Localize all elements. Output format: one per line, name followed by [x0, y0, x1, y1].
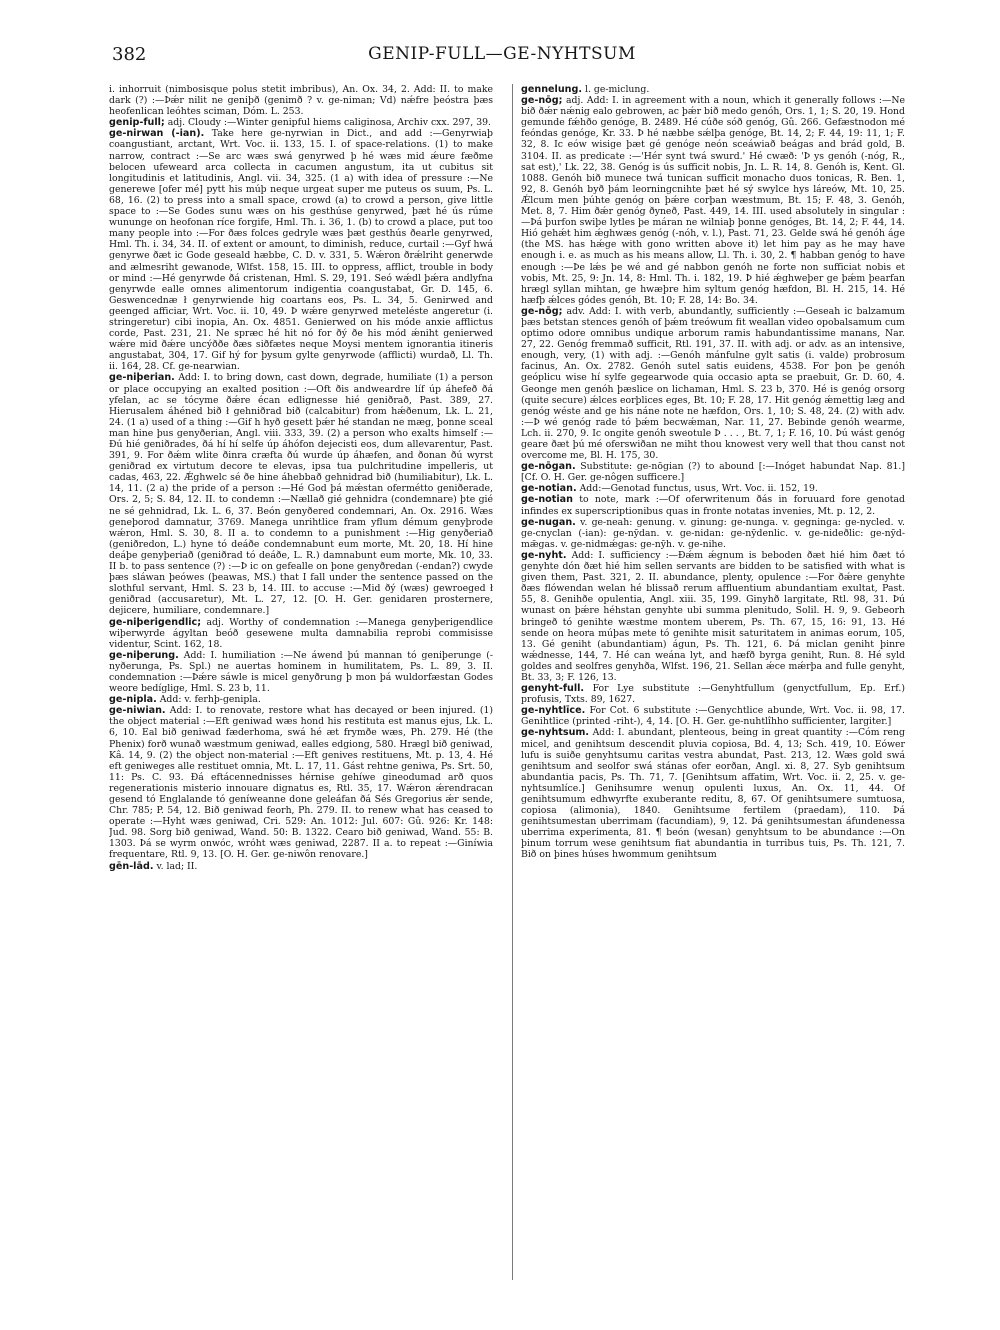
entry-text: v. ge-neah: genung. v. ginung: ge-nunga. v. gegninga: ge-nycled. v. ge-cnyclan (-ian): ge-nȳdan. v. ge-nidan: ge-nȳdenlic. v. ge-nideðlic: ge-nȳd-mǣgas. v. ge-nidmǽgas: ge-nȳh. v. ge-nihe.: [521, 516, 905, 550]
entry-text: Substitute: ge-nōgian (?) to abound [:—Inóget habundat Nap. 81.] [Cf. O. H. Ger. ge-nôgen sufficere.]: [521, 461, 905, 484]
page-number: 382: [112, 44, 147, 65]
entry-headword: ge-nōg;: [521, 305, 563, 317]
dictionary-entry: [109, 617, 493, 650]
entry-headword: gēn-lād.: [109, 860, 154, 872]
entry-text: v. lad; II.: [156, 860, 198, 872]
right-column: [521, 84, 905, 1280]
dictionary-entry: [521, 494, 905, 516]
entry-text: For Lye substitute :—Genyhtfullum (genyctfullum, Ep. Erf.) profusis, Txts. 89, 1627.: [521, 683, 905, 706]
entry-headword: gennelung.: [521, 84, 583, 95]
entry-headword: ge-nyhtsum.: [521, 727, 590, 739]
entry-headword: ge-nirwan (-ian).: [109, 128, 205, 140]
dictionary-entry: [521, 683, 905, 705]
entry-headword: ge-notian.: [521, 483, 577, 495]
entry-headword: ge-notian: [521, 494, 573, 506]
entry-headword: ge-niþerigendlic;: [109, 616, 202, 628]
dictionary-entry: [109, 84, 493, 117]
entry-headword: ge-nipla.: [109, 694, 157, 706]
dictionary-entry: [521, 550, 905, 683]
entry-text: Add: I. to renovate, restore what has decayed or been injured. (1) the object material :—Eft geniwad wæs hond his restituta est manus ejus, Lk. L. 6, 10. Eal bið geniwad fæderhoma, swá hé æt frymðe wæs, Ph. 279. Hé (the Phenix) forð wunað wæstmum geniwad, ealles edgiong, 580. Hrægl bið geniwad, Kâ. 14, 9. (2) the object non-material :—Eft genives restituens, Mt. p. 13, 4. Hé eft geniweges alle restituet omnia, Mt. L. 17, 11. Gást rehtne geniwa, Ps. Srt. 50, 11: Ps. C. 93. Ðá eftácennednisses hérnise gehíwe gineodumad arð quos regenerationis misterio innouare dignatus es, Rtl. 35, 17. Wǽron ǽrendracan gesend tó Englalande tó geníweanne done geleáfan ðá Sés Gregorius ǽr sende, Chr. 785; P. 54, 12. Bið geniwad feorh, Ph. 279. II. to renew what has ceased to operate :—Hyht wæs geniwad, Cri. 529: An. 1012: Jul. 607: Gû. 926: Kr. 148: Jud. 98. Sorg bið geniwad, Wand. 50: B. 1322. Cearo bið geniwad, Wand. 55: B. 1303. Þá se wyrm onwóc, wróht wæs geniwad, 2287. II a. to repeat :—Giníwia frequentare, Rtl. 9, 13. [O. H. Ger. ge-niwôn renovare.]: [109, 705, 493, 861]
entry-text: adj. Worthy of condemnation :—Manega genyþerigendlice wiþerwyrde ágyltan beóð gesewene multa damnabilia reprobi commisisse videntur, Scint. 162, 18.: [109, 616, 493, 650]
entry-text: Add:—Genotad functus, usus, Wrt. Voc. ii. 152, 19.: [579, 483, 818, 495]
dictionary-entry: [521, 727, 905, 860]
entry-headword: ge-niwian.: [109, 705, 166, 717]
entry-text: i. inhorruit (nimbosisque polus stetit imbribus), An. Ox. 34, 2. Add: II. to make dark (?) :—Þǽr nilit ne geniþð (genimð ? v. ge-niman; Vd) nǽfre þeóstra þæs heofenlican leóhtes sciman, Dóm. L. 253.: [109, 84, 493, 118]
entry-headword: genyht-full.: [521, 683, 585, 695]
entry-headword: ge-nyhtlīce.: [521, 705, 586, 717]
dictionary-entry: [521, 84, 905, 95]
entry-text: Add: v. ferhþ-genipla.: [159, 694, 261, 706]
dictionary-entry: [521, 705, 905, 727]
entry-text: adv. Add: I. with verb, abundantly, sufficiently :—Geseah ic balzamum þæs betstan stences genóh of þǽm treówum fit weallan video opobalsamum cum optimo odore omnibus undique arborum ramis habundantissime manans, Nar. 27, 22. Genóg fremmað sufficit, Rtl. 191, 37. II. with adj. or adv. as an intensive, enough, very, (1) with adj. :—Genóh mánfulne gylt satis (i. valde) probrosum facinus, An. Ox. 2782. Genóh sutel satis euidens, 4538. For þon þe genóh geóplicu wise hí sylfe gegearwode quia occasio apta se praebuit, Gr. D. 60, 4. Geonge men genóh þæslice on lichaman, Hml. S. 23 b, 370. Hé is genóg orsorg (quite secure) ǽlces eorþlices eges, Bt. 10; F. 28, 17. Hit genóg ǽmettig læg and genóg wéste and ge his náne note ne hæfdon, Ors. 1, 10; S. 48, 24. (2) with adv. :—Þ wé genóg rade tó þǽm becwǽman, Nar. 11, 27. Bebinde genóh wearme, Lch. ii. 270, 9. Ic ongite genóh sweotule Þ . . . , Bt. 7, 1; F. 16, 10. Þú wást genóg geare ðæt þú mé oferswiðan ne miht thou knowest very well that thou canst not overcome me, Bl. H. 175, 30.: [521, 305, 905, 462]
entry-text: Add: I. sufficiency :—Ðǽm ǽgnum is beboden ðæt hié him ðæt tó genyhte dón ðæt hié him sellen servants are bidden to be satisfied with what is given them, Past. 321, 2. II. abundance, plenty, opulence :—For ðǽre genyhte ðæs flówendan welan hé blissað rerum affluentium abundantiam exultat, Past. 55, 8. Genihðe opulentia, Angl. xiii. 35, 199. Ginyhð largitate, Rtl. 98, 31. Þú wunast on þǽre héhstan genyhte ubi summa plenitudo, Solil. H. 9, 9. Gebeorh bringeð tó genihte wæstme montem uberem, Ps. Th. 67, 15, 16: 91, 13. Hé sende on heora múþas mete tó genihte misit saturitatem in animas eorum, 105, 13. Gé geniht (abundantiam) águn, Ps. Th. 121, 6. Þá miclan geniht þinre wǽdnesse, 144, 7. Hé can weána lyt, and hæfð byrga geniht, Run. 8. Hé syld goldes and seolfres genyhða, Wlfst. 196, 21. Sellan ǽce mǽrþa and fulle genyht, Bt. 33, 3; F. 126, 13.: [521, 549, 905, 683]
dictionary-entry: [521, 306, 905, 461]
entry-headword: ge-nyht.: [521, 549, 567, 561]
dictionary-entry: [109, 694, 493, 705]
dictionary-entry: [109, 372, 493, 616]
dictionary-entry: [109, 117, 493, 128]
entry-text: Take here ge-nyrwian in Dict., and add :—Genyrwiaþ coangustiant, arctant, Wrt. Voc. ii. 133, 15. I. of space-relations. (1) to make narrow, contract :—Se arc wæs swá genyrwed þ hé wæs mid ǽure fæðme belocen ufeweard arca collecta in cacumen angustum, ita ut cubitus sit longitudinis et latitudinis, Angl. vii. 34, 325. (1 a) with idea of pressure :—Ne generewe [ofer mé] pytt his múþ neque urgeat super me puteus os suum, Ps. L. 68, 16. (2) to press into a small space, crowd (a) to crowd a person, give little space to :—Se Godes sunu wæs on his gesthúse genyrwed, þæt hé ús rúme wununge on heofonan ríce forgife, Hml. Th. i. 36, 1. (b) to crowd a place, put too many people into :—For ðæs folces gedryle wæs þæt gesthús ðearle genyrwed, Hml. Th. i. 34, 34. II. of extent or amount, to diminish, reduce, curtail :—Gyf hwá genyrwe ðæt ic Gode geseald hæbbe, C. D. v. 331, 5. Wǽron ðrǽlriht generwde and ælmesriht gewanode, Wlfst. 158, 15. III. to oppress, afflict, trouble in body or mind :—Hé genyrwde ðá cristenan, Hml. S. 29, 191. Seó wǽdl þǽra andlyfna genyrwde ealle omnes alimentorum indigentia coangustabat, Gr. D. 145, 6. Geswencednæ ł genyrwiende hig coartans eos, Ps. L. 34, 5. Genirwed and geenged afficiar, Wrt. Voc. ii. 10, 49. Þ wǽre genyrwed meteléste angeretur (i. stringeretur) cibi inopia, An. Ox. 4851. Genierwed on his móde anxie afflictus corde, Past. 231, 21. Ne spræc hé hit nó for ðý ðe his mód ǽniht genierwed wǽre mid ðǽre uncýððe ðæs siðfætes neque Moysi mentem ignorantia itineris angustabat, 304, 17. Gif hý for þysum gylte genyrwode (afflicti) wurdað, Ll. Th. ii. 164, 28. Cf. ge-nearwian.: [109, 128, 493, 373]
dictionary-entry: [109, 128, 493, 372]
entry-text: adj. Add: I. in agreement with a noun, which it generally follows :—Ne bið ðǽr nǽnig ealo gebrowen, ac þǽr bið medo genóh, Ors. 1, 1; S. 20, 19. Hond gemunde fǽhðo genóge, B. 2489. Hé cúðe sóð genóg, Gû. 266. Gefæstnodon mé feóndas genóge, Kr. 33. Þ hé næbbe sǽlþa genóge, Bt. 14, 2; F. 44, 19: 11, 1; F. 32, 8. Ic eów wisige þæt gé genóge neón sceáwiað beágas and brád gold, B. 3104. II. as predicate :—'Hér synt twá swurd.' Hé cwæð: 'Þ ys genóh (-nóg, R., sat est),' Lk. 22, 38. Genóg is ús sufficit nobis, Jn. L. R. 14, 8. Genóh is, Kent. Gl. 1088. Genóh bið munece twá tunican sufficit monacho duos tonicas, R. Ben. 1, 92, 8. Genóh byð þám leorningcnihte þæt hé sý swylce hys láreów, Mt. 10, 25. Ǽlcum men þúhte genóg on þǽre corþan wæstmum, Bt. 15; F. 48, 3. Genóh, Met. 8, 7. Him ðǽr genóg ðyneð, Past. 449, 14. III. used absolutely in singular :—Þá þurfon swiþe lytles þe máran ne wilniaþ þonne genóges, Bt. 14, 2; F. 44, 14. Hió gehǽt him ǽghwæs genóg (-nóh, v. l.), Past. 71, 23. Gelde swá hé genóh áge (the MS. has hǽge with gono written above it) let him pay as he may have enough i. e. as much as his means allow, Ll. Th. i. 30, 2. ¶ habban genóg to have enough :—Þe lǽs þe wé and gé nabbon genóh ne forte non sufficiat nobis et vobis, Mt. 25, 9: Jn. 14, 8: Hml. Th. i. 182, 19. Þ hié ǽghweþer ge þǽm þearfan hrægl syllan mihtan, ge hwæþre him syltum genóg hæfdon, Bl. H. 215, 14. Hé hæfþ ǽlces gódes genóh, Bt. 10; F. 28, 14: Bo. 34.: [521, 95, 905, 306]
entry-headword: ge-nugan.: [521, 516, 576, 528]
entry-headword: ge-nōgan.: [521, 461, 576, 473]
entry-headword: ge-nōg;: [521, 95, 563, 107]
entry-text: Add: I. to bring down, cast down, degrade, humiliate (1) a person or place occupying an exalted position :—Oft ðis andweardre líf úp áhefeð ðá yfelan, ac se tócyme ðǽre écan edlignesse hié geniðrað, Past. 389, 27. Hierusalem áhéned bið ł gehniðrad bið (calcabitur) from hǽðenum, Lk. L. 21, 24. (1 a) used of a thing :—Gif h hyð gesett þǽr hé standan ne mæg, þonne sceal man hine þus genyðerian, Angl. viii. 333, 39. (2) a person who exalts himself :—Ðú hié geniðrades, ðá hí hí selfe úp áhófon dejecisti eos, dum allevarentur, Past. 391, 9. For ðǽm wlite ðinra cræfta ðú wurde úp áhæfen, and ðonan ðú wyrst geniðrad ex virtutum decore te elevas, ipsa tua pulchritudine impelleris, ut cadas, 463, 22. Ǽghwelc sé ðe hine áhebbað gehnidrad bið (humiliabitur), Lk. L. 14, 11. (2 a) the pride of a person :—Hé God þá mǽstan oferméttо geniðerade, Ors. 2, 5; S. 84, 12. II. to condemn :—Nællað gié gehnidra (condemnare) þte gié ne sé gehnidrad, Lk. L. 6, 37. Beón genyðered condemnari, An. Ox. 2916. Wæs geneþorod damnatur, 3769. Manega unrihtlice fram yflum démum genyþrode wǽron, Hml. S. 30, 8. II a. to condemn to a punishment :—Hig genyðeriað (geniðredon, L.) hyne tó deáðe condemnabunt eum morte, Mt. 20, 18. Hí hine deáþe genyþeriað (geniðrad tó deáðe, L. R.) damnabunt eum morte, Mk. 10, 33. II b. to pass sentence (?) :—Þ ic on gefealle on þone genyðredan (-endan?) cwyde þæs sláwan þeówes (þeawas, MS.) that I fall under the sentence passed on the slothful servant, Hml. S. 23 b, 14. III. to accuse :—Mid ðý (wæs) gewroeged ł geniðrad (accusaretur), Mt. L. 27, 12. [O. H. Ger. genidaren prosternere, dejicere, humiliare, condemnare.]: [109, 372, 493, 617]
dictionary-entry: [109, 705, 493, 860]
entry-text: Add: I. abundant, plenteous, being in great quantity :—Cóm reng micel, and genihtsum descendit pluvia copiosa, Bd. 4, 13; Sch. 419, 10. Eówer lufu is suiðe genyhtsumu caritas vestra abundat, Past. 213, 12. Wæs gold swá genihtsum and seolfor swá stánas ofer eorðan, Angl. xi. 8, 27. Syb genihtsum abundantia pacis, Ps. Th. 71, 7. [Genihtsum affatim, Wrt. Voc. ii. 2, 25. v. ge-nyhtsumlíce.] Genihsumre wenuŋ opulenti luxus, An. Ox. 11, 44. Of genihtsumum edhwyrfte exuberante reditu, 8, 67. Of genihtsumere sumtuosa, copiosa (alimonia), 1840. Genihtsume fertilem (praedam), 110. Þá genihtsumestan uberrimam (facundiam), 9, 12. Þá genihtsumestan áfundenessa uberrima experimenta, 81. ¶ beón (wesan) genyhtsum to be abundance :—On þinum torrum wese genihtsum fiat abundantia in turribus tuis, Ps. Th. 121, 7. Bið on þines húses hwommum genihtsum: [521, 727, 905, 861]
running-header: [112, 44, 892, 68]
dictionary-entry: [521, 517, 905, 550]
entry-headword: ge-niþerung.: [109, 649, 179, 661]
entry-headword: ge-niþerian.: [109, 372, 175, 384]
dictionary-entry: [521, 95, 905, 306]
entry-text: to note, mark :—Of oferwritenum ðás in foruuard fore genotad infindes ex superscriptionibus quas in fronte notatas invenies, Mt. p. 12, 2.: [521, 494, 905, 517]
entry-text: Add: I. humiliation :—Ne áwend þú mannan tó geniþerunge (-nyðerunga, Ps. Spl.) ne auertas hominem in humilitatem, Ps. L. 89, 3. II. condemnation :—Þǽre sáwle is micel genyðrung þ mon þá wuldorfæstan Godes weore bedíglige, Hml. S. 23 b, 11.: [109, 649, 493, 695]
running-title: GENIP-FULL—GE-NYHTSUM: [368, 44, 636, 64]
column-rule: [512, 84, 513, 1280]
dictionary-entry: [521, 461, 905, 483]
dictionary-entry: [109, 650, 493, 694]
dictionary-entry: [109, 861, 493, 872]
left-column: [109, 84, 493, 1280]
dictionary-entry: [521, 483, 905, 494]
entry-text: l. ge-miclung.: [584, 84, 650, 95]
entry-headword: genip-full;: [109, 117, 165, 129]
entry-text: adj. Cloudy :—Winter genipful hiems caliginosa, Archiv cxx. 297, 39.: [167, 117, 492, 129]
entry-text: For Cot. 6 substitute :—Genychtlice abunde, Wrt. Voc. ii. 98, 17. Genihtlice (printed -riht-), 4, 14. [O. H. Ger. ge-nuhtlîhho sufficienter, largiter.]: [521, 705, 905, 728]
